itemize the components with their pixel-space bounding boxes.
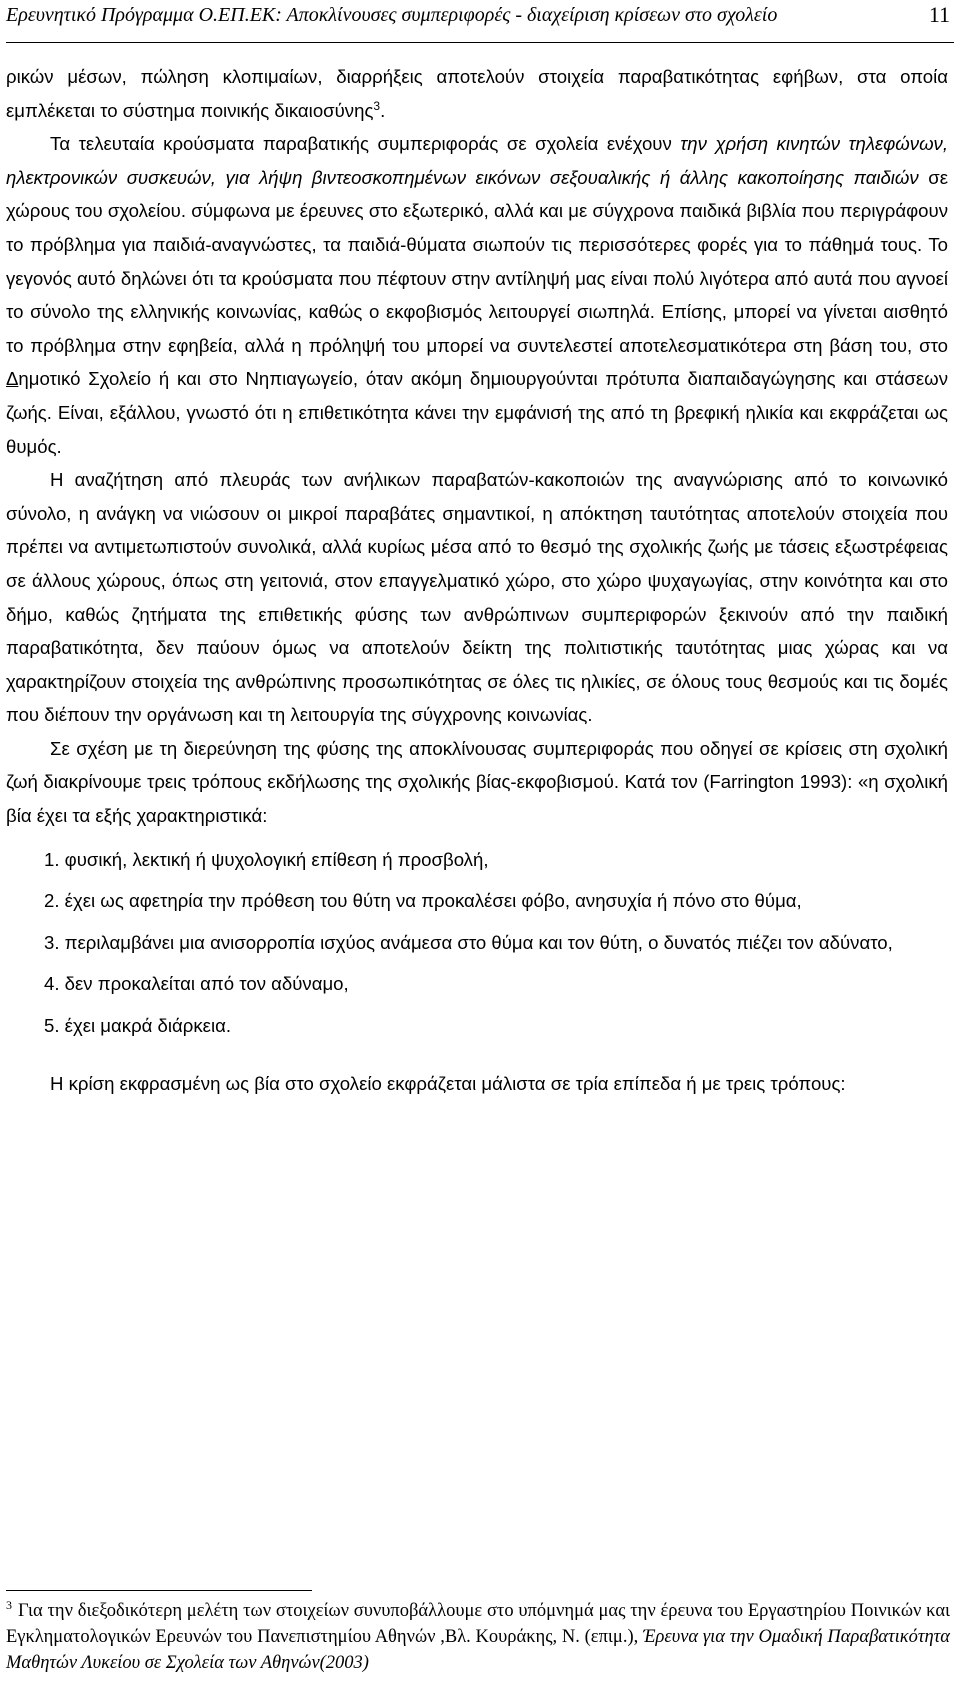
spacer — [6, 1051, 948, 1067]
paragraph-2-underline: Δ — [6, 368, 19, 390]
footnote-italic-title: Έρευνα για την Ομαδική Παραβατικότητα Μαθητών Λυκείου σε Σχολεία των Αθηνών(2003) — [6, 1627, 951, 1673]
footnote-text: Για την διεξοδικότερη μελέτη των στοιχείων συνυποβάλλουμε στο υπόμνημά μας την έρευνα του Εργαστηρίου Ποινικών και Εγκληματολογικών Ερευνών του Πανεπιστημίου Αθηνών ,Βλ. Κουράκης, Ν. (επιμ.), — [6, 1601, 950, 1647]
paragraph-2-italic: την χρήση κινητών τηλεφώνων, ηλεκτρονικών συσκευών, για λήψη βιντεοσκοπημένων εικόνων σεξουαλικής ή άλλης κακοποίησης παιδιών — [6, 133, 949, 188]
footnote — [6, 1598, 950, 1676]
characteristics-list — [6, 843, 948, 1043]
paragraph-2-a: Τα τελευταία κρούσματα παραβατικής συμπεριφοράς σε σχολεία ενέχουν — [50, 133, 672, 155]
list-item: 4. δεν προκαλείται από τον αδύναμο, — [44, 973, 349, 995]
paragraph-5: Η κρίση εκφρασμένη ως βία στο σχολείο εκφράζεται μάλιστα σε τρία επίπεδα ή με τρεις τρόπους: — [50, 1072, 846, 1094]
page-header — [6, 2, 954, 43]
paragraph-1 — [6, 60, 948, 127]
paragraph-1-text: ρικών μέσων, πώληση κλοπιμαίων, διαρρήξεις αποτελούν στοιχεία παραβατικότητας εφήβων, στα οποία εμπλέκεται το σύστημα ποινικής δικαιοσύνης — [6, 66, 948, 121]
header-title: Ερευνητικό Πρόγραμμα Ο.ΕΠ.ΕΚ: Αποκλίνουσες συμπεριφορές - διαχείριση κρίσεων στο σχολείο — [6, 4, 778, 26]
footnote-number: 3 — [6, 1597, 12, 1612]
list-item: 3. περιλαμβάνει μια ανισορροπία ισχύος ανάμεσα στο θύμα και τον θύτη, ο δυνατός πιέζει τον αδύνατο, — [44, 931, 893, 953]
list-item: 1. φυσική, λεκτική ή ψυχολογική επίθεση ή προσβολή, — [44, 848, 489, 870]
page-number: 11 — [928, 2, 950, 27]
paragraph-2-e: ημοτικό Σχολείο ή και στο Νηπιαγωγείο, όταν ακόμη δημιουργούνται πρότυπα διαπαιδαγώγησης και στάσεων ζωής. Είναι, εξάλλου, γνωστό ότι η επιθετικότητα κάνει την εμφάνισή της από τη βρεφική ηλικία και εκφράζεται ως θυμός. — [6, 368, 948, 457]
list-item: 2. έχει ως αφετηρία την πρόθεση του θύτη να προκαλέσει φόβο, ανησυχία ή πόνο στο θύμα, — [44, 890, 802, 912]
paragraph-2 — [6, 127, 948, 463]
footnote-ref[interactable]: 3 — [373, 98, 381, 113]
list-item: 5. έχει μακρά διάρκεια. — [44, 1015, 231, 1037]
footnote-divider — [6, 1590, 312, 1591]
paragraph-1-end: . — [380, 99, 386, 121]
paragraph-2-c: σε χώρους του σχολείου. σύμφωνα με έρευνες στο εξωτερικό, αλλά και με σύγχρονα παιδικά βιβλία που περιγράφουν το πρόβλημα για παιδιά-αναγνώστες, τα παιδιά-θύματα σιωπούν τις περισσότερες φορές για το πάθημά τους. Το γεγονός αυτό δηλώνει ότι τα κρούσματα που πέφτουν στην αντίληψή μας είναι πολύ λιγότερα από αυτά που αγνοεί το σύνολο της ελληνικής κοινωνίας, καθώς ο εκφοβισμός λειτουργεί σιωπηλά. Επίσης, μπορεί να γίνεται αισθητό το πρόβλημα στην εφηβεία, αλλά η πρόληψή του μπορεί να συντελεστεί αποτελεσματικότερα στη βάση του, στο — [6, 166, 949, 356]
paragraph-3: Η αναζήτηση από πλευράς των ανήλικων παραβατών-κακοποιών της αναγνώρισης από το κοινωνικό σύνολο, η ανάγκη να νιώσουν οι μικροί παραβάτες σημαντικοί, η απόκτηση ταυτότητας αποτελούν στοιχεία που πρέπει να αντιμετωπιστούν συνολικά, αλλά κυρίως μέσα από το θεσμό της σχολικής ζωής με τάσεις εξωστρέφειας σε άλλους χώρους, όπως στη γειτονιά, στον επαγγελματικό χώρο, στο χώρο ψυχαγωγίας, στην κοινότητα και στο δήμο, καθώς ζητήματα της επιθετικής φύσης των ανθρώπινων συμπεριφορών ξεκινούν από την παιδική παραβατικότητα, δεν παύουν όμως να αποτελούν δείκτη της πολιτιστικής ταυτότητας μιας χώρας και να χαρακτηρίζουν στοιχεία της ανθρώπινης προσωπικότητας σε όλες τις ηλικίες, σε όλους τους θεσμούς και τις δομές που διέπουν την οργάνωση και τη λειτουργία της σύγχρονης κοινωνίας. — [6, 469, 948, 726]
paragraph-4: Σε σχέση με τη διερεύνηση της φύσης της αποκλίνουσας συμπεριφοράς που οδηγεί σε κρίσεις στη σχολική ζωή διακρίνουμε τρεις τρόπους εκδήλωσης της σχολικής βίας-εκφοβισμού. Κατά τον (Farrington 1993): «η σχολική βία έχει τα εξής χαρακτηριστικά: — [6, 737, 948, 827]
body-text — [6, 60, 948, 1100]
